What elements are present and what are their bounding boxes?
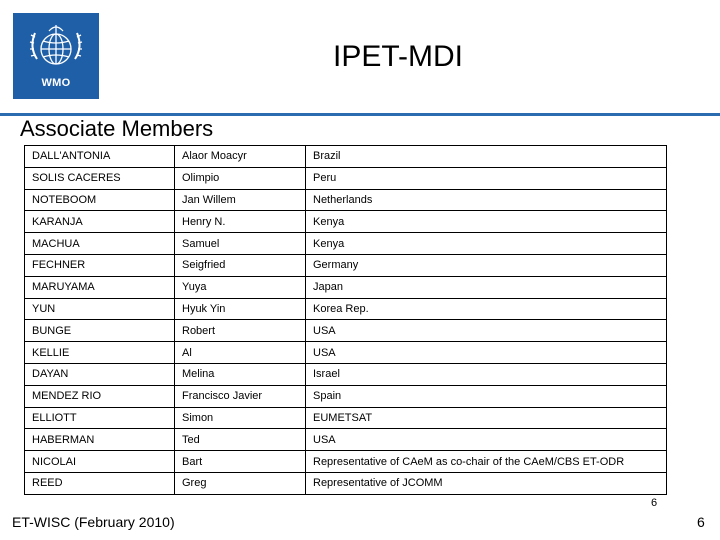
- table-row: [25, 211, 667, 233]
- table-row: [25, 385, 667, 407]
- member-affiliation: Korea Rep.: [306, 298, 667, 320]
- member-affiliation: Representative of CAeM as co-chair of the CAeM/CBS ET-ODR: [306, 451, 667, 473]
- slide-number-small: 6: [651, 497, 658, 509]
- member-last-name: MARUYAMA: [25, 276, 175, 298]
- table-row: [25, 320, 667, 342]
- member-last-name: MACHUA: [25, 233, 175, 255]
- table-row: [25, 342, 667, 364]
- member-last-name: MENDEZ RIO: [25, 385, 175, 407]
- member-first-name: Simon: [175, 407, 306, 429]
- table-row: [25, 189, 667, 211]
- member-last-name: DALL'ANTONIA: [25, 146, 175, 168]
- table-row: [25, 298, 667, 320]
- member-affiliation: Brazil: [306, 146, 667, 168]
- member-first-name: Francisco Javier: [175, 385, 306, 407]
- member-affiliation: USA: [306, 342, 667, 364]
- member-affiliation: USA: [306, 429, 667, 451]
- member-affiliation: Peru: [306, 167, 667, 189]
- member-affiliation: Spain: [306, 385, 667, 407]
- wmo-logo: [13, 13, 99, 99]
- page-title: IPET-MDI: [333, 40, 464, 73]
- member-last-name: NOTEBOOM: [25, 189, 175, 211]
- member-first-name: Greg: [175, 472, 306, 494]
- member-affiliation: Kenya: [306, 211, 667, 233]
- member-affiliation: USA: [306, 320, 667, 342]
- footer-text: ET-WISC (February 2010): [12, 514, 175, 530]
- member-first-name: Robert: [175, 320, 306, 342]
- member-first-name: Bart: [175, 451, 306, 473]
- member-affiliation: EUMETSAT: [306, 407, 667, 429]
- member-first-name: Melina: [175, 363, 306, 385]
- member-first-name: Seigfried: [175, 254, 306, 276]
- table-row: [25, 233, 667, 255]
- member-first-name: Jan Willem: [175, 189, 306, 211]
- member-last-name: DAYAN: [25, 363, 175, 385]
- member-affiliation: Netherlands: [306, 189, 667, 211]
- table-row: [25, 254, 667, 276]
- table-row: [25, 451, 667, 473]
- member-first-name: Yuya: [175, 276, 306, 298]
- member-affiliation: Japan: [306, 276, 667, 298]
- member-first-name: Samuel: [175, 233, 306, 255]
- member-first-name: Al: [175, 342, 306, 364]
- logo-text: WMO: [41, 77, 71, 89]
- member-affiliation: Kenya: [306, 233, 667, 255]
- table-row: [25, 363, 667, 385]
- table-row: [25, 146, 667, 168]
- member-first-name: Olimpio: [175, 167, 306, 189]
- table-row: [25, 429, 667, 451]
- member-last-name: FECHNER: [25, 254, 175, 276]
- member-last-name: REED: [25, 472, 175, 494]
- table-row: [25, 167, 667, 189]
- members-table: [24, 145, 667, 495]
- member-last-name: SOLIS CACERES: [25, 167, 175, 189]
- member-last-name: YUN: [25, 298, 175, 320]
- member-last-name: ELLIOTT: [25, 407, 175, 429]
- member-last-name: KARANJA: [25, 211, 175, 233]
- section-heading: Associate Members: [20, 116, 214, 141]
- page-number: 6: [697, 514, 705, 530]
- member-first-name: Henry N.: [175, 211, 306, 233]
- member-first-name: Ted: [175, 429, 306, 451]
- member-first-name: Alaor Moacyr: [175, 146, 306, 168]
- member-affiliation: Representative of JCOMM: [306, 472, 667, 494]
- member-affiliation: Germany: [306, 254, 667, 276]
- table-row: [25, 276, 667, 298]
- member-last-name: BUNGE: [25, 320, 175, 342]
- member-affiliation: Israel: [306, 363, 667, 385]
- member-last-name: KELLIE: [25, 342, 175, 364]
- table-row: [25, 407, 667, 429]
- member-first-name: Hyuk Yin: [175, 298, 306, 320]
- member-last-name: HABERMAN: [25, 429, 175, 451]
- table-row: [25, 472, 667, 494]
- member-last-name: NICOLAI: [25, 451, 175, 473]
